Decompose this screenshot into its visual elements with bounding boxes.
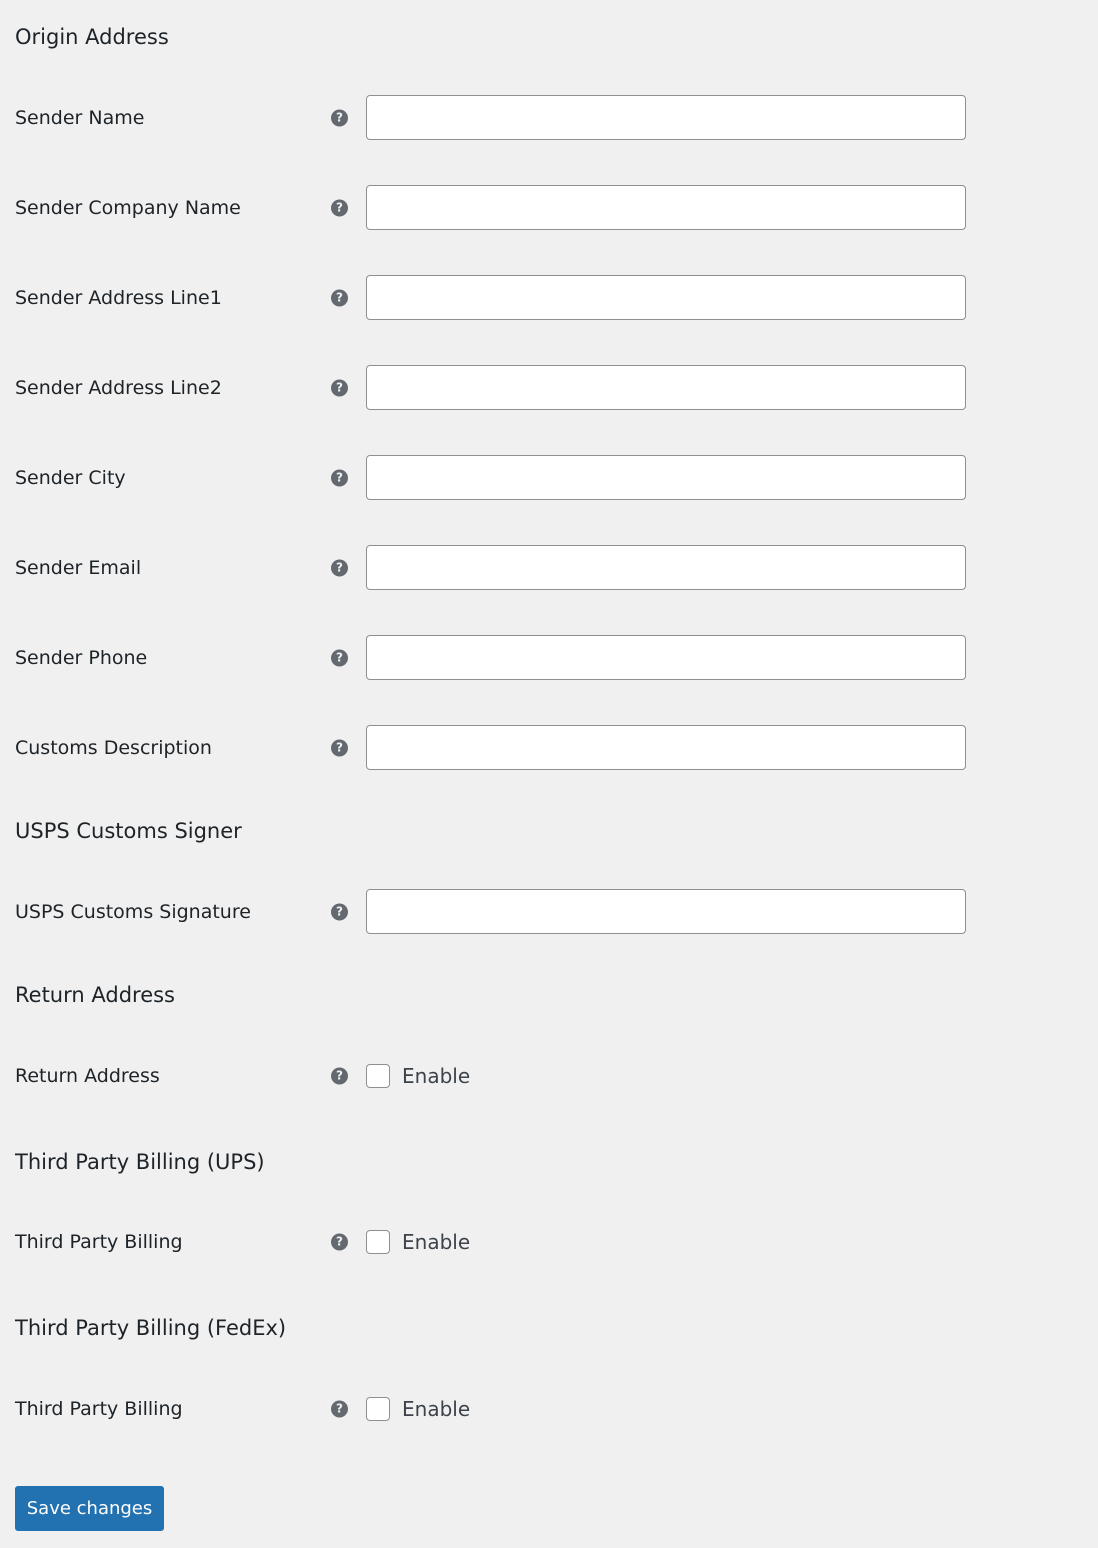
field-label: Third Party Billing <box>15 1231 183 1253</box>
field-row-sender-email <box>0 545 1098 591</box>
help-icon[interactable]: ? <box>331 650 348 667</box>
field-label: Sender Address Line2 <box>15 377 222 399</box>
field-row-customs-description <box>0 725 1098 771</box>
checkbox-label[interactable]: Enable <box>402 1230 471 1254</box>
field-label: Sender Address Line1 <box>15 287 222 309</box>
help-icon[interactable]: ? <box>331 200 348 217</box>
save-changes-button[interactable]: Save changes <box>15 1486 164 1531</box>
checkbox-label[interactable]: Enable <box>402 1397 471 1421</box>
help-icon[interactable]: ? <box>331 380 348 397</box>
field-label: Sender City <box>15 467 126 489</box>
field-row-sender-name <box>0 95 1098 141</box>
sender-company-name-input[interactable] <box>366 185 966 230</box>
sender-address-line2-input[interactable] <box>366 365 966 410</box>
field-label: Sender Name <box>15 107 145 129</box>
field-row-usps-customs-signature <box>0 889 1098 935</box>
field-row-sender-address-line1 <box>0 275 1098 321</box>
section-heading-usps-customs-signer: USPS Customs Signer <box>15 819 242 843</box>
help-icon[interactable]: ? <box>331 1401 348 1418</box>
field-row-third-party-billing-fedex <box>0 1386 1098 1432</box>
section-heading-return-address: Return Address <box>15 983 175 1007</box>
sender-name-input[interactable] <box>366 95 966 140</box>
help-icon[interactable]: ? <box>331 560 348 577</box>
field-label: Sender Company Name <box>15 197 241 219</box>
sender-city-input[interactable] <box>366 455 966 500</box>
field-label: Return Address <box>15 1065 160 1087</box>
sender-email-input[interactable] <box>366 545 966 590</box>
field-label: Third Party Billing <box>15 1398 183 1420</box>
usps-customs-signature-input[interactable] <box>366 889 966 934</box>
field-label: Customs Description <box>15 737 212 759</box>
section-heading-third-party-billing-fedex: Third Party Billing (FedEx) <box>15 1316 287 1340</box>
field-row-third-party-billing-ups <box>0 1219 1098 1265</box>
checkbox-label[interactable]: Enable <box>402 1064 471 1088</box>
field-row-return-address <box>0 1053 1098 1099</box>
field-row-sender-city <box>0 455 1098 501</box>
sender-address-line1-input[interactable] <box>366 275 966 320</box>
fedex-third-party-billing-enable-checkbox[interactable] <box>366 1397 390 1421</box>
field-label: USPS Customs Signature <box>15 901 251 923</box>
return-address-enable-checkbox[interactable] <box>366 1064 390 1088</box>
help-icon[interactable]: ? <box>331 470 348 487</box>
field-label: Sender Phone <box>15 647 148 669</box>
section-heading-origin-address: Origin Address <box>15 25 169 49</box>
field-row-sender-company-name <box>0 185 1098 231</box>
help-icon[interactable]: ? <box>331 740 348 757</box>
help-icon[interactable]: ? <box>331 110 348 127</box>
field-row-sender-address-line2 <box>0 365 1098 411</box>
help-icon[interactable]: ? <box>331 904 348 921</box>
customs-description-input[interactable] <box>366 725 966 770</box>
ups-third-party-billing-enable-checkbox[interactable] <box>366 1230 390 1254</box>
section-heading-third-party-billing-ups: Third Party Billing (UPS) <box>15 1150 265 1174</box>
help-icon[interactable]: ? <box>331 1068 348 1085</box>
field-row-sender-phone <box>0 635 1098 681</box>
help-icon[interactable]: ? <box>331 290 348 307</box>
field-label: Sender Email <box>15 557 142 579</box>
help-icon[interactable]: ? <box>331 1234 348 1251</box>
sender-phone-input[interactable] <box>366 635 966 680</box>
